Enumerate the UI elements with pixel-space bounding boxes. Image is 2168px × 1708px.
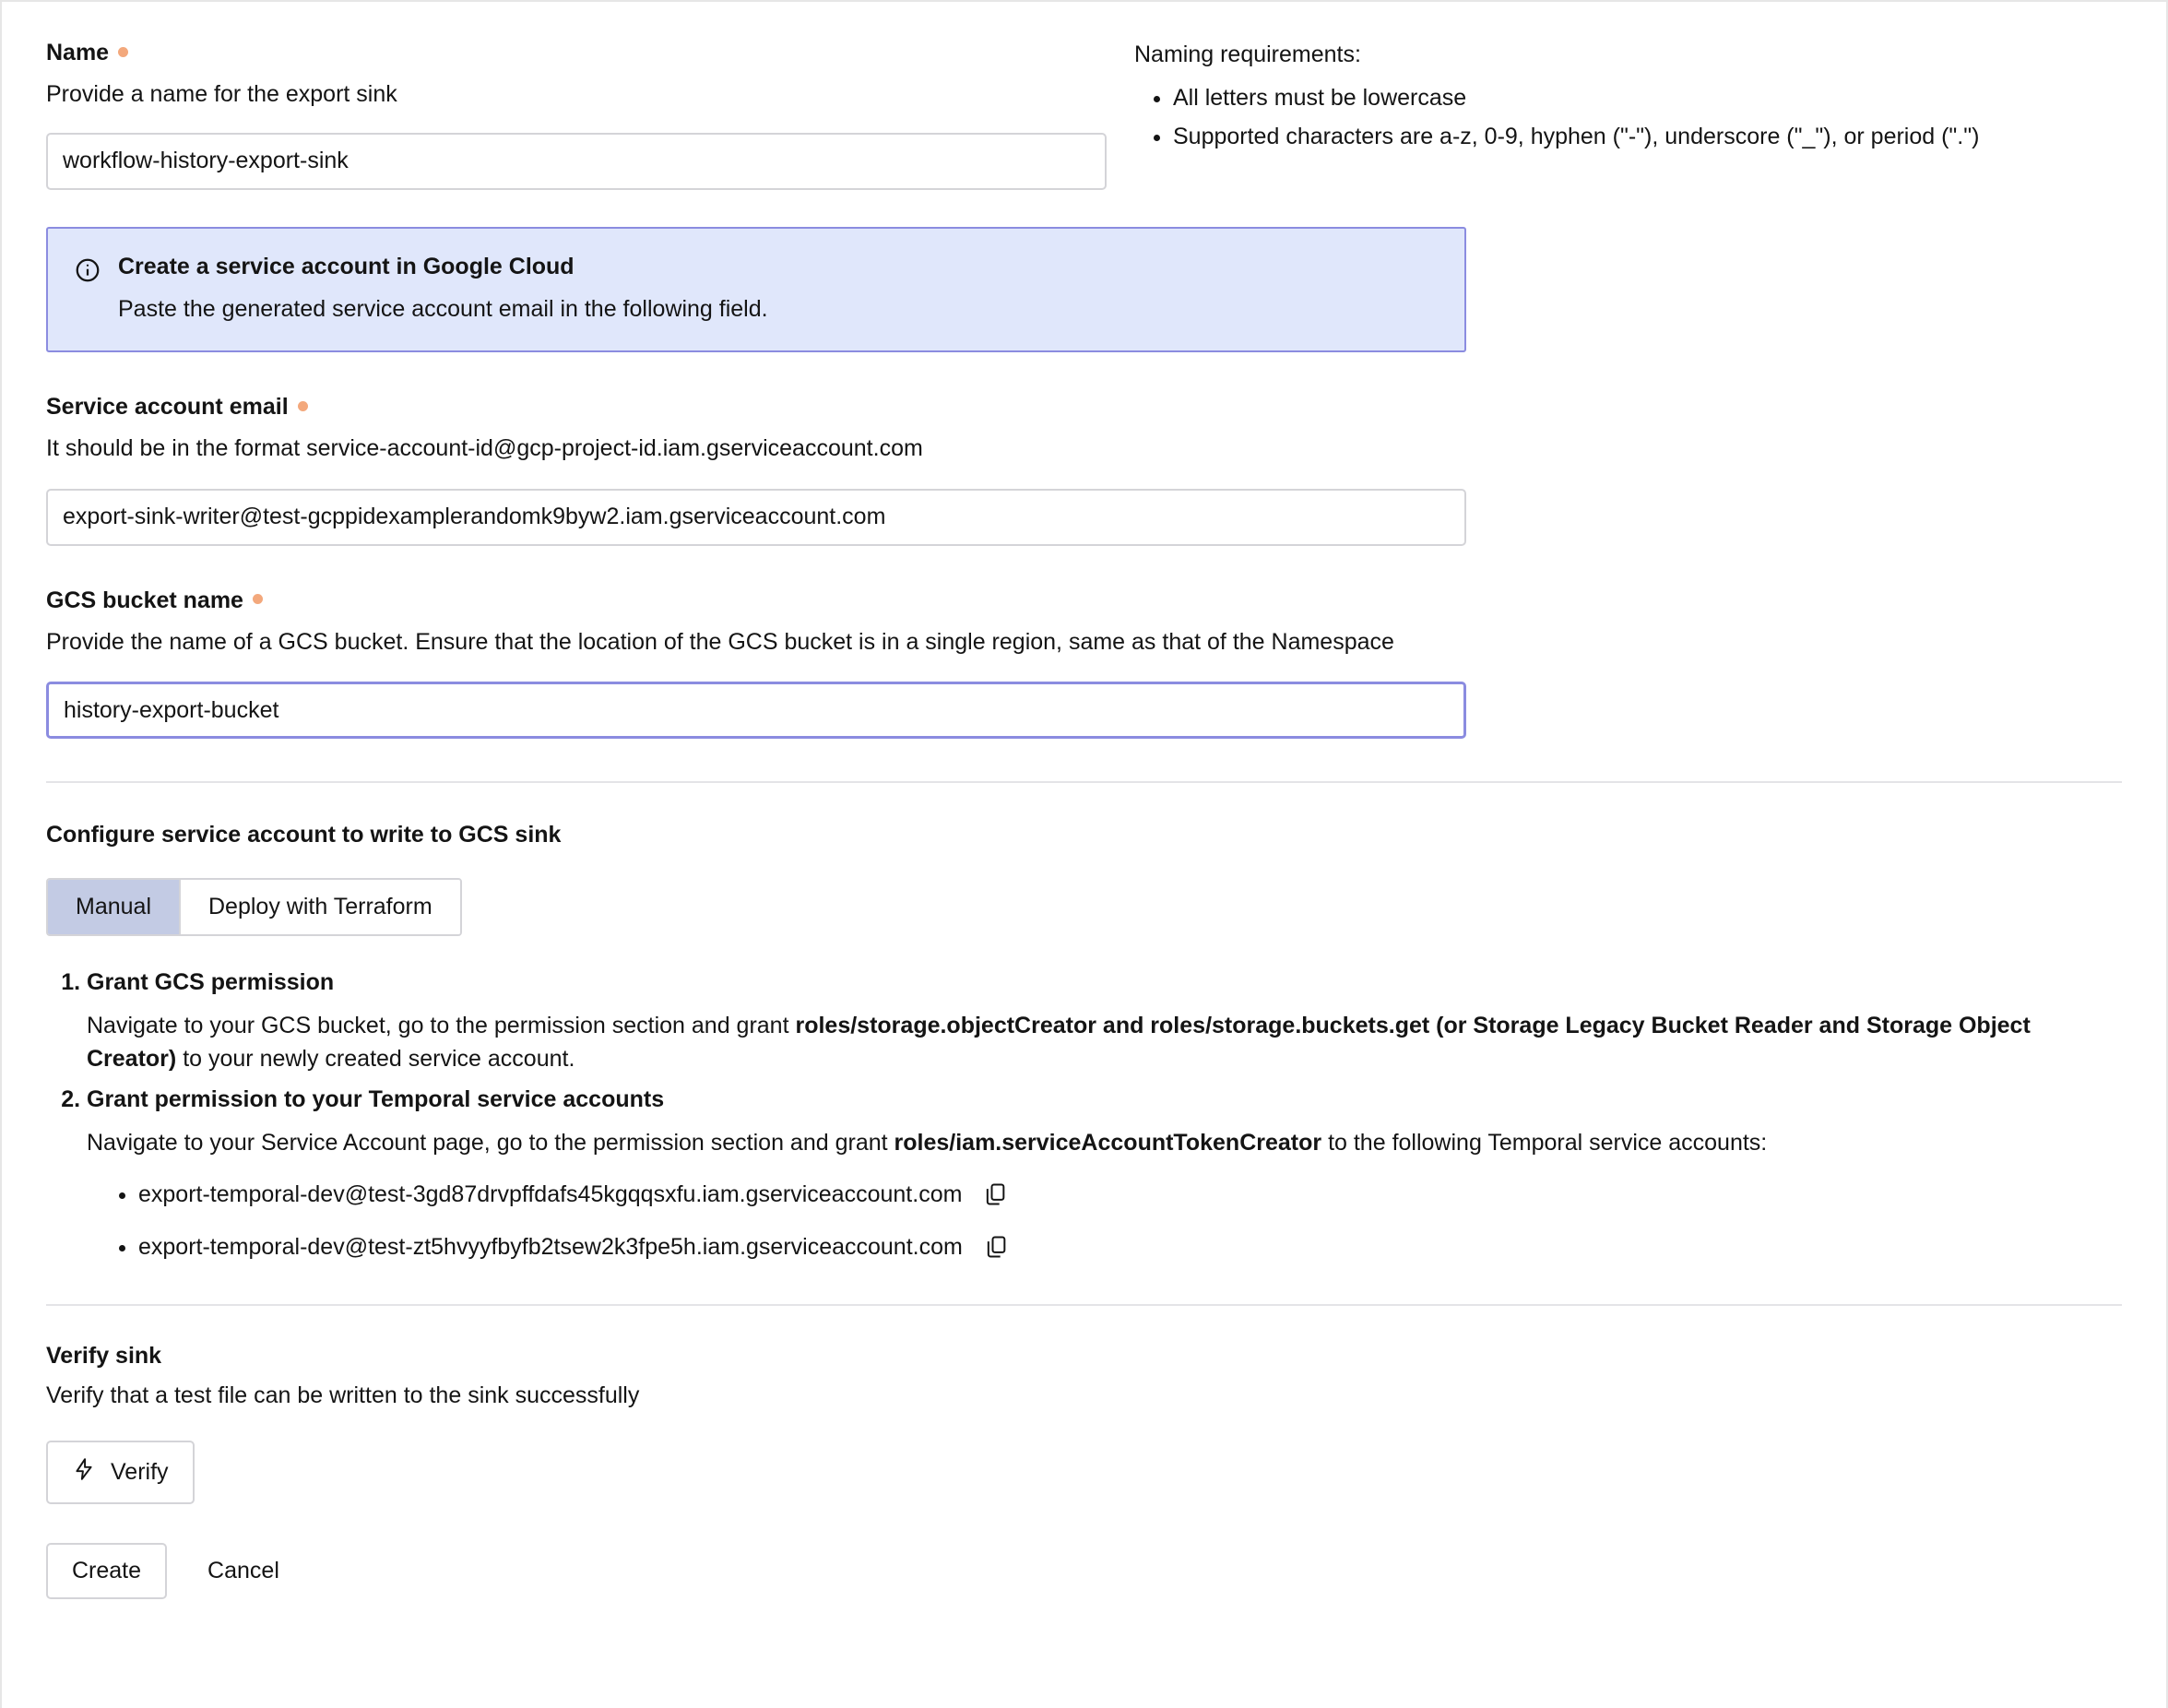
info-box-title: Create a service account in Google Cloud xyxy=(118,253,575,279)
step-body-bold: roles/storage.objectCreator and roles/storage.buckets.get (or Storage Legacy Bucket Reader and Storage Object Creator) xyxy=(87,1012,2031,1072)
list-item xyxy=(138,1180,2122,1210)
form-content xyxy=(2,2,2166,1599)
info-box-subtitle: Paste the generated service account email in the following field. xyxy=(118,295,768,322)
naming-requirements-list xyxy=(1134,81,2122,154)
configure-steps-list xyxy=(46,967,2122,1262)
verify-sink-subtitle: Verify that a test file can be written to the sink successfully xyxy=(46,1382,640,1408)
step-body xyxy=(87,1009,2122,1076)
gcs-bucket-input[interactable] xyxy=(46,682,1466,739)
verify-button-label: Verify xyxy=(111,1459,169,1485)
step-title: Grant permission to your Temporal service accounts xyxy=(87,1086,665,1113)
step-body-post: to the following Temporal service accounts: xyxy=(1321,1129,1768,1156)
service-account-info-box xyxy=(46,227,1466,352)
name-and-naming-row xyxy=(46,39,2122,190)
service-account-email-label xyxy=(46,393,2122,421)
step-body-bold: roles/iam.serviceAccountTokenCreator xyxy=(894,1129,1322,1156)
lightning-icon xyxy=(72,1455,96,1489)
service-account-row xyxy=(138,1180,1008,1210)
required-dot-icon xyxy=(253,594,263,604)
naming-requirements xyxy=(1134,39,2122,160)
copy-icon[interactable] xyxy=(983,1234,1009,1260)
tab-manual[interactable]: Manual xyxy=(48,880,181,934)
name-field-label xyxy=(46,39,1107,66)
configure-section-title: Configure service account to write to GCS sink xyxy=(46,822,562,848)
name-field-group xyxy=(46,39,1107,190)
service-account-email-help: It should be in the format service-account-id@gcp-project-id.iam.gserviceaccount.com xyxy=(46,434,923,461)
name-field-label-text: Name xyxy=(46,40,110,65)
step-grant-temporal-permission xyxy=(87,1085,2122,1262)
gcs-bucket-label-text: GCS bucket name xyxy=(46,587,243,613)
required-dot-icon xyxy=(118,47,128,57)
divider xyxy=(46,781,2122,783)
service-account-email-text: • export-temporal-dev@test-zt5hvyyfbyfb2tsew2k3fpe5h.iam.gserviceaccount.com xyxy=(138,1233,963,1260)
step-title: Grant GCS permission xyxy=(87,969,335,996)
form-footer xyxy=(46,1543,2122,1599)
naming-rule: • All letters must be lowercase xyxy=(1173,81,2122,114)
gcs-bucket-help: Provide the name of a GCS bucket. Ensure that the location of the GCS bucket is in a single region, same as that of the Namespace xyxy=(46,628,1394,655)
divider xyxy=(46,1304,2122,1306)
create-button-label: Create xyxy=(72,1558,142,1583)
step-body-pre: Navigate to your GCS bucket, go to the permission section and grant xyxy=(87,1012,796,1038)
copy-icon[interactable] xyxy=(982,1181,1008,1207)
service-account-email-label-text: Service account email xyxy=(46,393,289,420)
required-dot-icon xyxy=(298,401,308,411)
gcs-bucket-group xyxy=(46,587,2122,740)
gcs-bucket-label xyxy=(46,587,2122,614)
tab-deploy-with-terraform[interactable]: Deploy with Terraform xyxy=(181,880,460,934)
name-field-help: Provide a name for the export sink xyxy=(46,81,397,107)
step-grant-gcs-permission xyxy=(87,967,2122,1075)
cancel-button-label: Cancel xyxy=(207,1558,279,1583)
cancel-button[interactable] xyxy=(184,1545,303,1597)
naming-requirements-title: Naming requirements: xyxy=(1134,42,1361,67)
create-button[interactable] xyxy=(46,1543,167,1599)
service-account-row xyxy=(138,1232,1009,1263)
temporal-service-accounts-list xyxy=(87,1180,2122,1262)
list-item xyxy=(138,1232,2122,1263)
step-body xyxy=(87,1126,2122,1159)
verify-sink-title: Verify sink xyxy=(46,1343,162,1369)
service-account-email-input[interactable] xyxy=(46,489,1466,546)
service-account-email-text: • export-temporal-dev@test-3gd87drvpffdafs45kgqqsxfu.iam.gserviceaccount.com xyxy=(138,1181,963,1207)
info-box-text xyxy=(118,253,768,323)
naming-rule: • Supported characters are a-z, 0-9, hyphen ("-"), underscore ("_"), or period (".") xyxy=(1173,120,2122,153)
info-circle-icon xyxy=(74,256,101,289)
configure-method-tabs xyxy=(46,878,462,936)
step-body-post: to your newly created service account. xyxy=(176,1046,575,1072)
verify-button[interactable] xyxy=(46,1441,195,1504)
service-account-email-group xyxy=(46,393,2122,546)
name-input[interactable] xyxy=(46,133,1107,190)
step-body-pre: Navigate to your Service Account page, go to the permission section and grant xyxy=(87,1129,894,1156)
